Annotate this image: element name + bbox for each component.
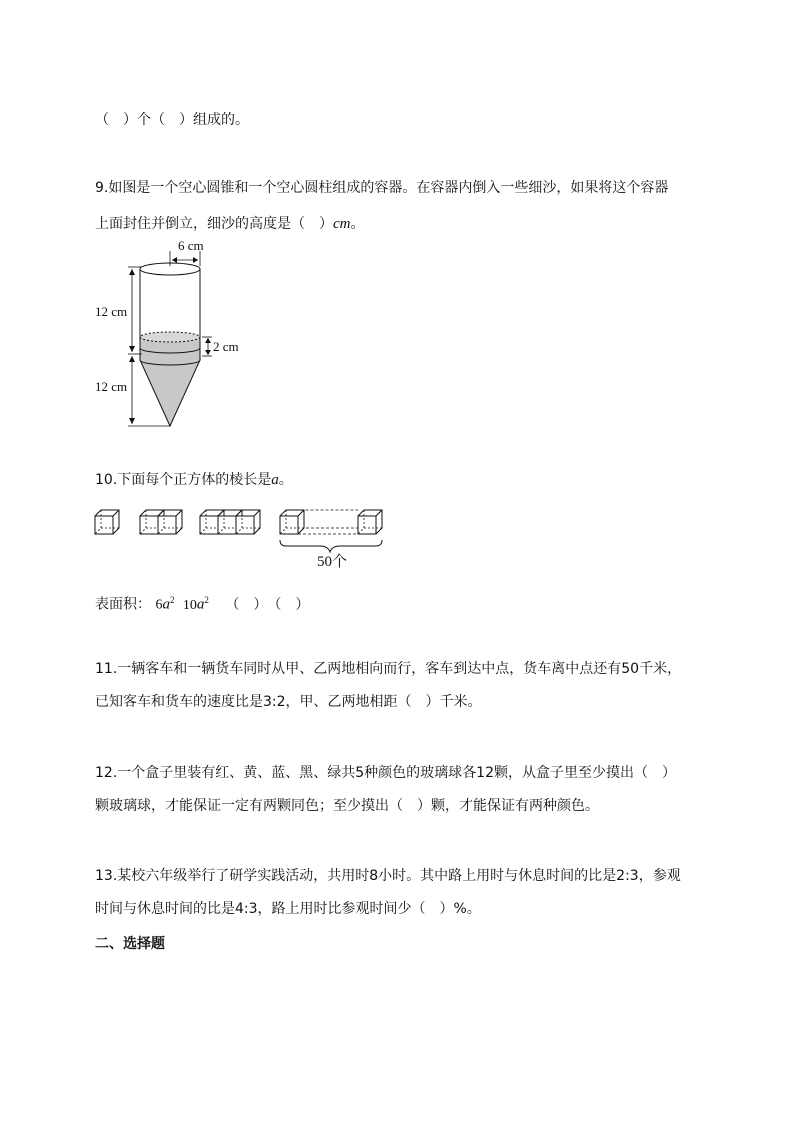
q9-unit: cm [333, 216, 351, 232]
q10-edge-var: a [271, 472, 279, 488]
cubes-figure [90, 502, 390, 572]
q9-line2-suffix: 。 [350, 216, 365, 232]
q10-line1-suffix: 。 [278, 472, 293, 488]
area2-var: a [196, 596, 205, 613]
cylinder-height-label: 12 cm [95, 304, 128, 319]
sand-height-label: 2 cm [213, 339, 239, 354]
cube-count-label: 50个 [317, 554, 348, 570]
q8-tail-text: （ ）个（ ）组成的。 [95, 112, 249, 128]
q12-line2: 颗玻璃球，才能保证一定有两颗同色；至少摸出（ ）颗，才能保证有两种颜色。 [95, 798, 599, 814]
q11-line2: 已知客车和货车的速度比是3:2，甲、乙两地相距（ ）千米。 [95, 694, 482, 710]
area2-exp: 2 [204, 595, 209, 605]
q9-line1: 9.如图是一个空心圆锥和一个空心圆柱组成的容器。在容器内倒入一些细沙，如果将这个容器 [95, 180, 669, 196]
area-blanks: （ ） （ ） [225, 596, 310, 613]
q10-area-line [95, 590, 309, 616]
q9-line2 [95, 214, 365, 234]
section2-heading: 二、选择题 [95, 936, 165, 952]
cube-1 [95, 510, 119, 534]
area1-coef: 6 [155, 597, 163, 613]
area-label: 表面积： [95, 596, 151, 613]
top-width-label: 6 cm [178, 238, 204, 253]
q10-line1 [95, 470, 293, 490]
area1-var: a [162, 596, 170, 613]
cone-sand [140, 360, 200, 426]
area1-exp: 2 [169, 595, 175, 605]
q12-line1: 12.一个盒子里装有红、黄、蓝、黑、绿共5种颜色的玻璃球各12颗，从盒子里至少摸出（ ） [95, 765, 676, 781]
q11-line1: 11.一辆客车和一辆货车同时从甲、乙两地相向而行，客车到达中点，货车离中点还有50千米， [95, 661, 682, 677]
area2-coef: 10 [182, 597, 197, 613]
q13-line1: 13.某校六年级举行了研学实践活动，共用时8小时。其中路上用时与休息时间的比是2:3，参观 [95, 868, 681, 884]
q13-line2: 时间与休息时间的比是4:3，路上用时比参观时间少（ ）%。 [95, 901, 481, 917]
q10-line1-prefix: 10.下面每个正方体的棱长是 [95, 472, 272, 488]
container-figure [90, 236, 260, 436]
q9-line2-prefix: 上面封住并倒立，细沙的高度是（ ） [95, 216, 333, 232]
cone-height-label: 12 cm [95, 379, 128, 394]
